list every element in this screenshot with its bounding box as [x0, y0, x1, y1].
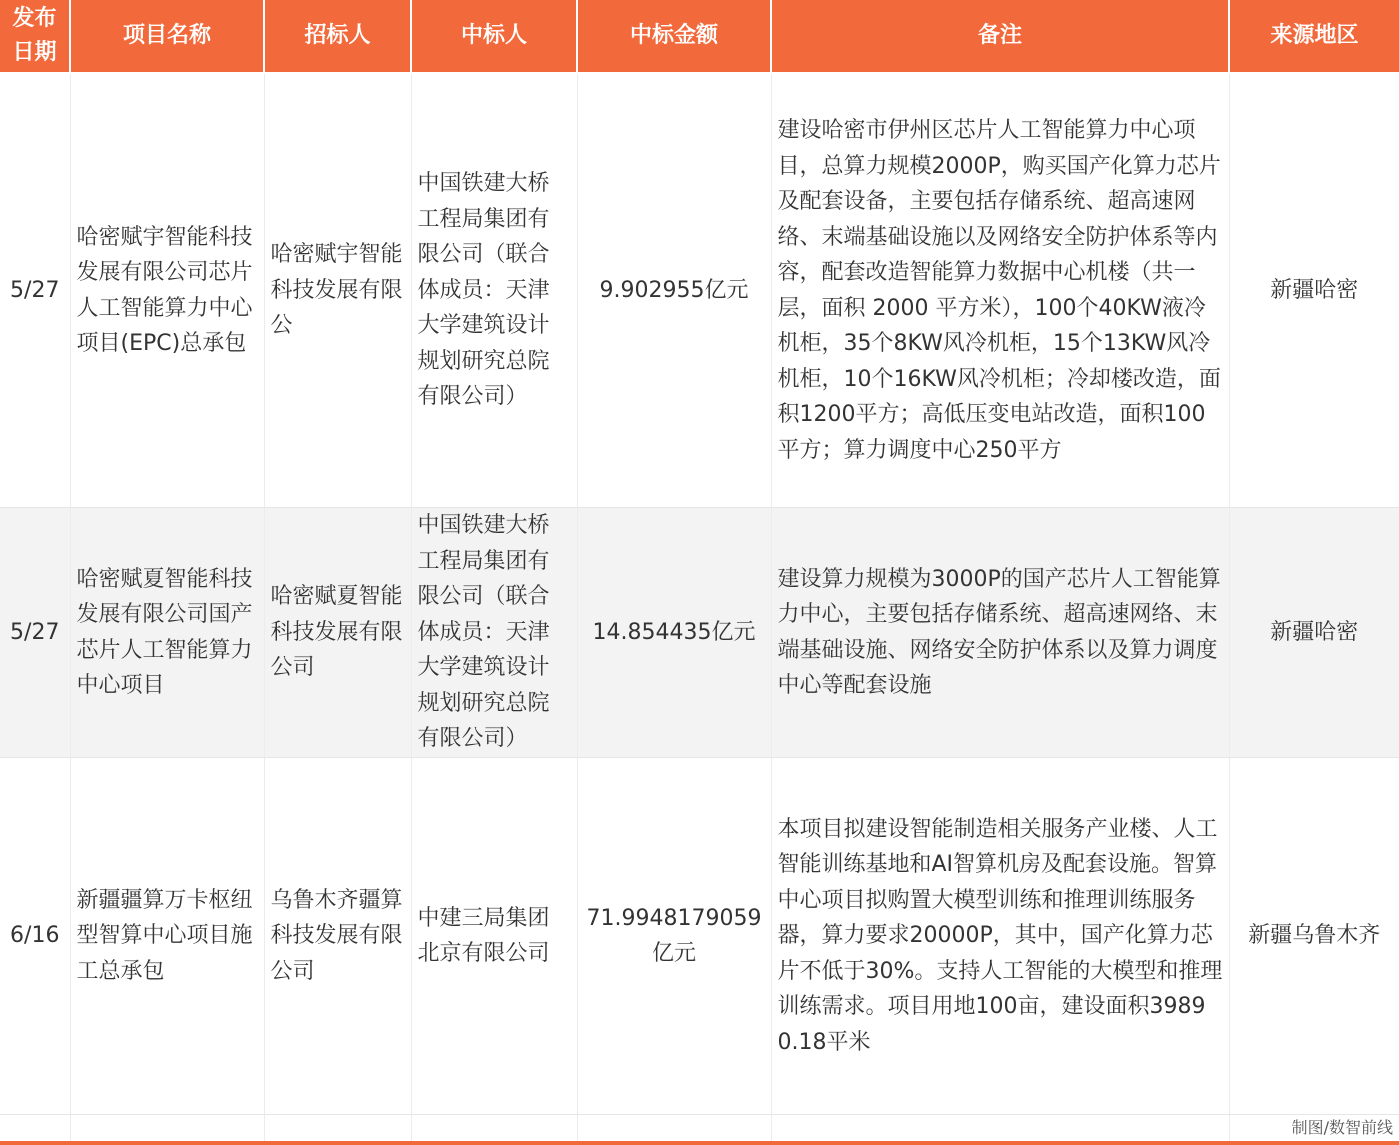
cell-region: 新疆哈密: [1229, 508, 1399, 758]
header-project: 项目名称: [70, 0, 264, 73]
cell-winner: 中建三局集团北京有限公司: [411, 758, 577, 1115]
cell-tenderer: 哈密赋夏智能科技发展有限公司: [264, 508, 411, 758]
cell-date: 6/16: [0, 758, 70, 1115]
cell-amount: 14.854435亿元: [577, 508, 771, 758]
cell-date: 5/27: [0, 508, 70, 758]
header-remarks: 备注: [771, 0, 1229, 73]
cell-date: 5/27: [0, 73, 70, 508]
header-amount: 中标金额: [577, 0, 771, 73]
cell-region: 新疆哈密: [1229, 73, 1399, 508]
table-row: [0, 508, 1399, 758]
cell-remarks: 本项目拟建设智能制造相关服务产业楼、人工智能训练基地和AI智算机房及配套设施。智算中心项目拟购置大模型训练和推理训练服务器，算力要求20000P，其中，国产化算力芯片不低于30%。支持人工智能的大模型和推理训练需求。项目用地100亩，建设面积39890.18平米: [771, 758, 1229, 1115]
cell-remarks: 建设哈密市伊州区芯片人工智能算力中心项目，总算力规模2000P，购买国产化算力芯片及配套设备，主要包括存储系统、超高速网络、末端基础设施以及网络安全防护体系等内容，配套改造智能算力数据中心机楼（共一层，面积 2000 平方米），100个40KW液冷机柜，35个8KW风冷机柜，15个13KW风冷机柜，10个16KW风冷机柜；冷却楼改造，面积1200平方；高低压变电站改造，面积100平方；算力调度中心250平方: [771, 73, 1229, 508]
cell-project: 新疆疆算万卡枢纽型智算中心项目施工总承包: [70, 758, 264, 1115]
chart-credit: 制图/数智前线: [1291, 1118, 1393, 1137]
cell-winner: 中国铁建大桥工程局集团有限公司（联合体成员：天津大学建筑设计规划研究总院有限公司）: [411, 73, 577, 508]
header-region: 来源地区: [1229, 0, 1399, 73]
bottom-accent-bar: [0, 1141, 1399, 1145]
table-row: [0, 73, 1399, 508]
header-row: [0, 0, 1399, 73]
cell-tenderer: 哈密赋宇智能科技发展有限公: [264, 73, 411, 508]
cell-tenderer: 乌鲁木齐疆算科技发展有限公司: [264, 758, 411, 1115]
cell-amount: 71.9948179059亿元: [577, 758, 771, 1115]
cell-project: 哈密赋宇智能科技发展有限公司芯片人工智能算力中心项目(EPC)总承包: [70, 73, 264, 508]
table-row: [0, 758, 1399, 1115]
cell-amount: 9.902955亿元: [577, 73, 771, 508]
header-tenderer: 招标人: [264, 0, 411, 73]
cell-remarks: 建设算力规模为3000P的国产芯片人工智能算力中心，主要包括存储系统、超高速网络、末端基础设施、网络安全防护体系以及算力调度中心等配套设施: [771, 508, 1229, 758]
cell-winner: 中国铁建大桥工程局集团有限公司（联合体成员：天津大学建筑设计规划研究总院有限公司）: [411, 508, 577, 758]
cell-region: 新疆乌鲁木齐: [1229, 758, 1399, 1115]
header-date: 发布日期: [0, 0, 70, 73]
header-winner: 中标人: [411, 0, 577, 73]
cell-project: 哈密赋夏智能科技发展有限公司国产芯片人工智能算力中心项目: [70, 508, 264, 758]
